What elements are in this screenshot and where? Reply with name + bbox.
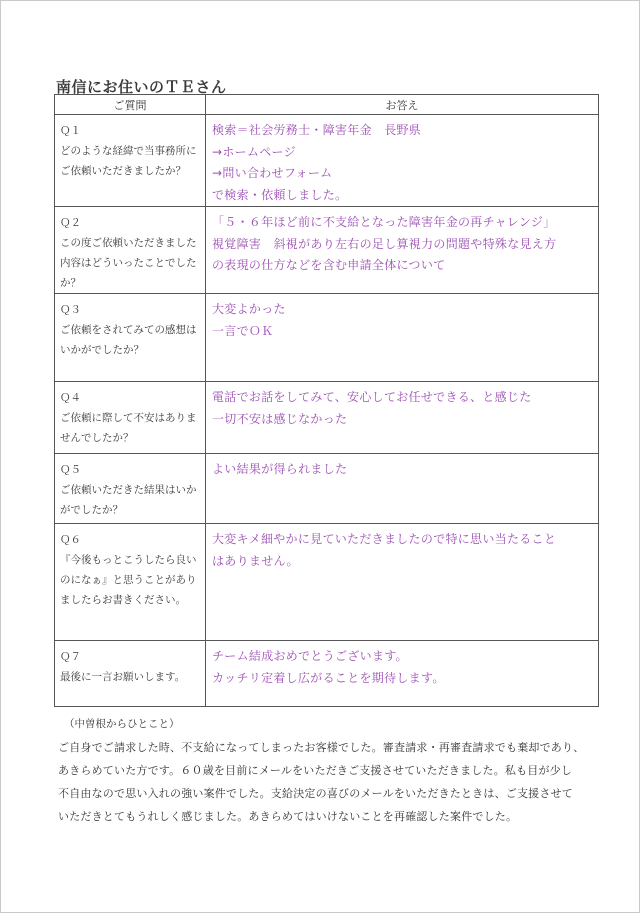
comment-line: 不自由なので思い入れの強い案件でした。支給決定の喜びのメールをいただきたときは、ご支援させて	[58, 787, 573, 800]
answer-text: 大変キメ細やかに見ていただきましたので特に思い当たること	[212, 532, 557, 546]
question-label: Ｑ３	[60, 304, 81, 316]
question-label: Ｑ６	[60, 534, 81, 546]
question-text: どのような経緯で当事務所に	[60, 145, 197, 157]
question-text: せんでしたか？	[60, 432, 134, 444]
answer-text: よい結果が得られました	[212, 462, 348, 476]
header-question: ご質問	[55, 95, 206, 115]
answer-cell	[206, 524, 599, 641]
answer-text: チーム結成おめでとうございます。	[212, 649, 408, 663]
question-text: か？	[60, 277, 81, 289]
qa-table	[54, 94, 599, 707]
question-label: Ｑ７	[60, 651, 81, 663]
question-cell	[55, 207, 206, 294]
comment-line: ご自身でご請求した時、不支給になってしまったお客様でした。審査請求・再審査請求でも棄却であり、	[58, 741, 585, 754]
table-row	[55, 115, 599, 207]
table-row	[55, 454, 599, 524]
staff-comment	[58, 713, 598, 828]
answer-text: 「５・６年ほど前に不支給となった障害年金の再チャレンジ」	[212, 215, 556, 229]
question-text: がでしたか？	[60, 504, 123, 516]
question-label: Ｑ１	[60, 125, 81, 137]
answer-text: カッチリ定着し広がることを期待します。	[212, 670, 445, 685]
question-text: のになぁ』と思うことがあり	[60, 574, 197, 586]
question-text: ましたらお書きください。	[60, 594, 186, 606]
question-text: ご依頼に際して不安はありま	[60, 412, 197, 424]
answer-text: 視覚障害 斜視があり左右の足し算視力の問題や特殊な見え方	[212, 236, 557, 251]
question-text: 最後に一言お願いします。	[60, 671, 186, 683]
table-row	[55, 382, 599, 454]
answer-cell	[206, 382, 599, 454]
answer-text: の表現の仕方などを含む申請全体について	[212, 258, 446, 272]
answer-text: →ホームページ	[212, 144, 296, 159]
question-cell	[55, 641, 206, 707]
header-answer: お答え	[206, 95, 599, 115]
answer-text: 一切不安は感じなかった	[212, 411, 348, 426]
answer-cell	[206, 454, 599, 524]
question-label: Ｑ４	[60, 392, 81, 404]
question-text: この度ご依頼いただきました	[60, 237, 197, 249]
question-text: 内容はどういったことでした	[60, 257, 197, 269]
answer-cell	[206, 294, 599, 382]
question-text: ご依頼をされてみての感想は	[60, 324, 197, 336]
question-text: いかがでしたか？	[60, 344, 144, 356]
answer-text: 大変よかった	[212, 302, 286, 316]
table-header-row	[55, 95, 599, 115]
question-cell	[55, 294, 206, 382]
table-row	[55, 641, 599, 707]
table-row	[55, 524, 599, 641]
answer-text: 一言でＯＫ	[212, 323, 274, 338]
page-title: 南信にお住いのＴＥさん	[56, 78, 227, 96]
comment-line: あきらめていた方です。６０歳を目前にメールをいただきご支援させていただきました。私も目が少し	[58, 764, 573, 777]
table-row	[55, 207, 599, 294]
comment-line: いただきとてもうれしく感じました。あきらめてはいけないことを再確認した案件でした。	[58, 810, 518, 823]
question-text: 『今後もっとこうしたら良い	[60, 554, 197, 566]
answer-text: で検索・依頼しました。	[212, 187, 348, 202]
question-cell	[55, 524, 206, 641]
question-cell	[55, 115, 206, 207]
table-row	[55, 294, 599, 382]
answer-cell	[206, 641, 599, 707]
question-cell	[55, 454, 206, 524]
question-text: ご依頼いただきましたか？	[60, 165, 186, 177]
answer-text: 検索＝社会労務士・障害年金 長野県	[212, 123, 422, 137]
answer-text: →問い合わせフォーム	[212, 166, 333, 180]
question-label: Ｑ２	[60, 217, 81, 229]
comment-heading: （中曽根からひとこと）	[64, 718, 180, 730]
question-cell	[55, 382, 206, 454]
answer-text: 電話でお話をしてみて、安心してお任せできる、と感じた	[212, 390, 532, 404]
answer-cell	[206, 115, 599, 207]
question-text: ご依頼いただきた結果はいか	[60, 484, 197, 496]
answer-cell	[206, 207, 599, 294]
question-label: Ｑ５	[60, 464, 81, 476]
answer-text: はありません。	[212, 553, 299, 568]
